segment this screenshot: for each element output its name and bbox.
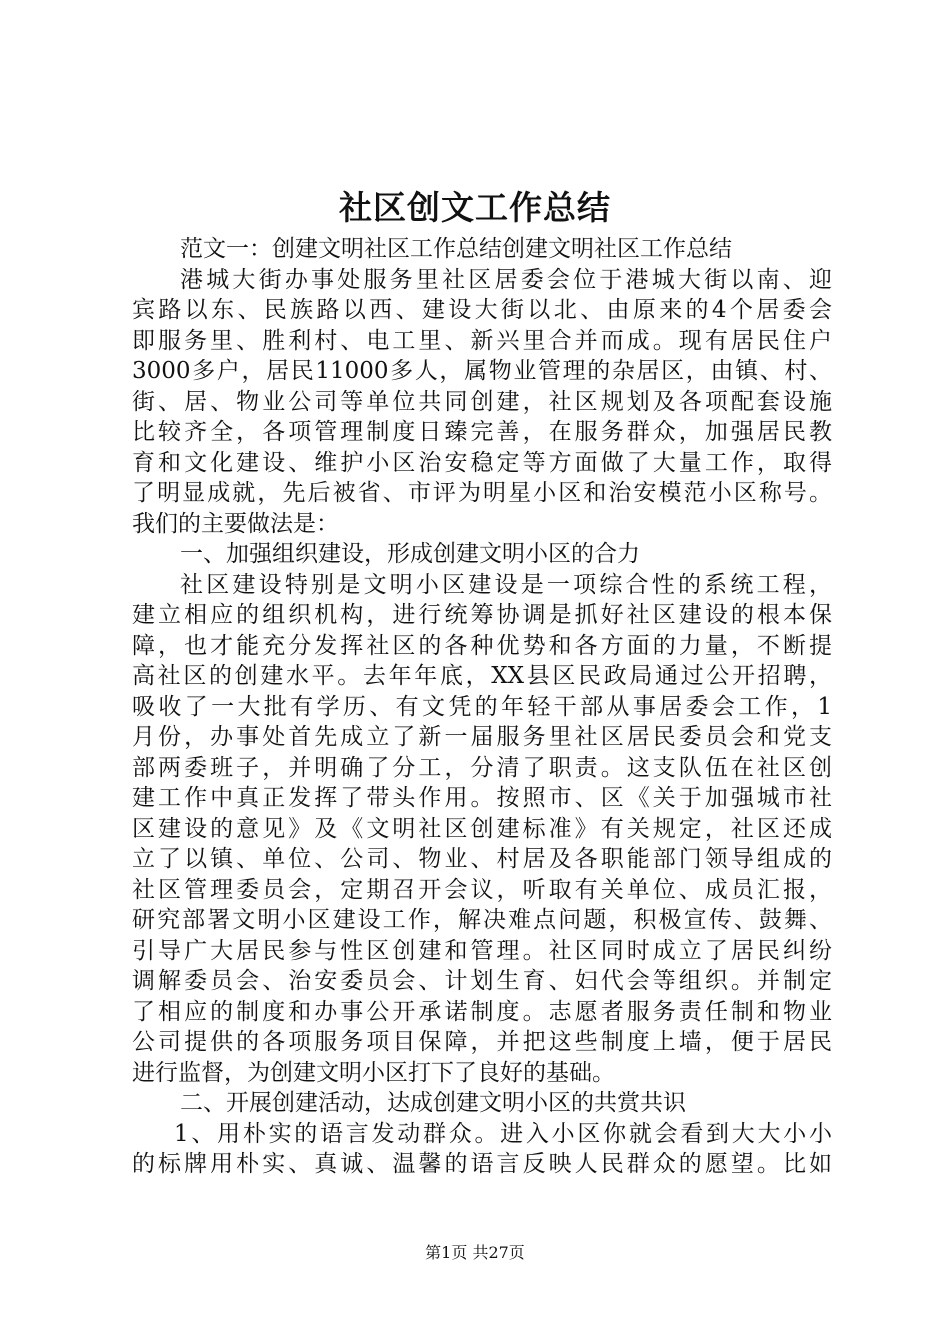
paragraph-line: 部两委班子，并明确了分工，分清了职责。这支队伍在社区创 xyxy=(132,754,832,781)
paragraph-line: 公司提供的各项服务项目保障，并把这些制度上墙，便于居民 xyxy=(132,1029,832,1055)
paragraph-line: 港城大街办事处服务里社区居委会位于港城大街以南、迎 xyxy=(180,266,832,293)
document-title: 社区创文工作总结 xyxy=(339,188,611,227)
paragraph-line: 了相应的制度和办事公开承诺制度。志愿者服务责任制和物业 xyxy=(132,998,832,1025)
paragraph-line: 社区建设特别是文明小区建设是一项综合性的系统工程， xyxy=(180,571,832,598)
paragraph-line: 1、用朴实的语言发动群众。进入小区你就会看到大大小小 xyxy=(174,1120,832,1147)
paragraph-line: 建立相应的组织机构，进行统筹协调是抓好社区建设的根本保 xyxy=(132,602,832,628)
paragraph-line: 月份，办事处首先成立了新一届服务里社区居民委员会和党支 xyxy=(132,724,832,750)
paragraph-line: 引导广大居民参与性区创建和管理。社区同时成立了居民纠纷 xyxy=(132,937,832,964)
paragraph-line: 高社区的创建水平。去年年底，XX县区民政局通过公开招聘， xyxy=(132,663,832,689)
paragraph-line: 建工作中真正发挥了带头作用。按照市、区《关于加强城市社 xyxy=(132,785,832,811)
paragraph-line: 吸收了一大批有学历、有文凭的年轻干部从事居委会工作，1 xyxy=(132,693,832,720)
paragraph-line: 研究部署文明小区建设工作，解决难点问题，积极宣传、鼓舞、 xyxy=(132,907,832,933)
page-number: 第1页 共27页 xyxy=(425,1243,525,1262)
paragraph-line: 的标牌用朴实、真诚、温馨的语言反映人民群众的愿望。比如 xyxy=(132,1151,832,1177)
paragraph-line: 区建设的意见》及《文明社区创建标准》有关规定，社区还成 xyxy=(132,815,832,842)
paragraph-line: 进行监督，为创建文明小区打下了良好的基础。 xyxy=(132,1059,615,1086)
paragraph-line: 比较齐全，各项管理制度日臻完善，在服务群众，加强居民教 xyxy=(132,419,832,445)
paragraph-line: 社区管理委员会，定期召开会议，听取有关单位、成员汇报， xyxy=(132,876,832,903)
paragraph-line: 3000多户，居民11000多人，属物业管理的杂居区，由镇、村、 xyxy=(132,358,832,384)
paragraph-line: 了明显成就，先后被省、市评为明星小区和治安模范小区称号。 xyxy=(132,480,832,506)
paragraph-line: 范文一：创建文明社区工作总结创建文明社区工作总结 xyxy=(180,236,732,262)
document-body xyxy=(132,234,832,1180)
paragraph-line: 即服务里、胜利村、电工里、新兴里合并而成。现有居民住户 xyxy=(132,327,832,354)
paragraph-line: 育和文化建设、维护小区治安稳定等方面做了大量工作，取得 xyxy=(132,449,832,476)
paragraph-line: 立了以镇、单位、公司、物业、村居及各职能部门领导组成的 xyxy=(132,846,832,872)
section-heading: 二、开展创建活动，达成创建文明小区的共赏共识 xyxy=(180,1090,686,1116)
paragraph-line: 街、居、物业公司等单位共同创建，社区规划及各项配套设施 xyxy=(132,388,832,415)
paragraph-line: 调解委员会、治安委员会、计划生育、妇代会等组织。并制定 xyxy=(132,968,832,994)
paragraph-line: 障，也才能充分发挥社区的各种优势和各方面的力量，不断提 xyxy=(132,632,832,659)
paragraph-line: 宾路以东、民族路以西、建设大街以北、由原来的4个居委会 xyxy=(132,297,832,323)
paragraph-line: 我们的主要做法是： xyxy=(132,510,339,537)
section-heading: 一、加强组织建设，形成创建文明小区的合力 xyxy=(180,541,640,567)
